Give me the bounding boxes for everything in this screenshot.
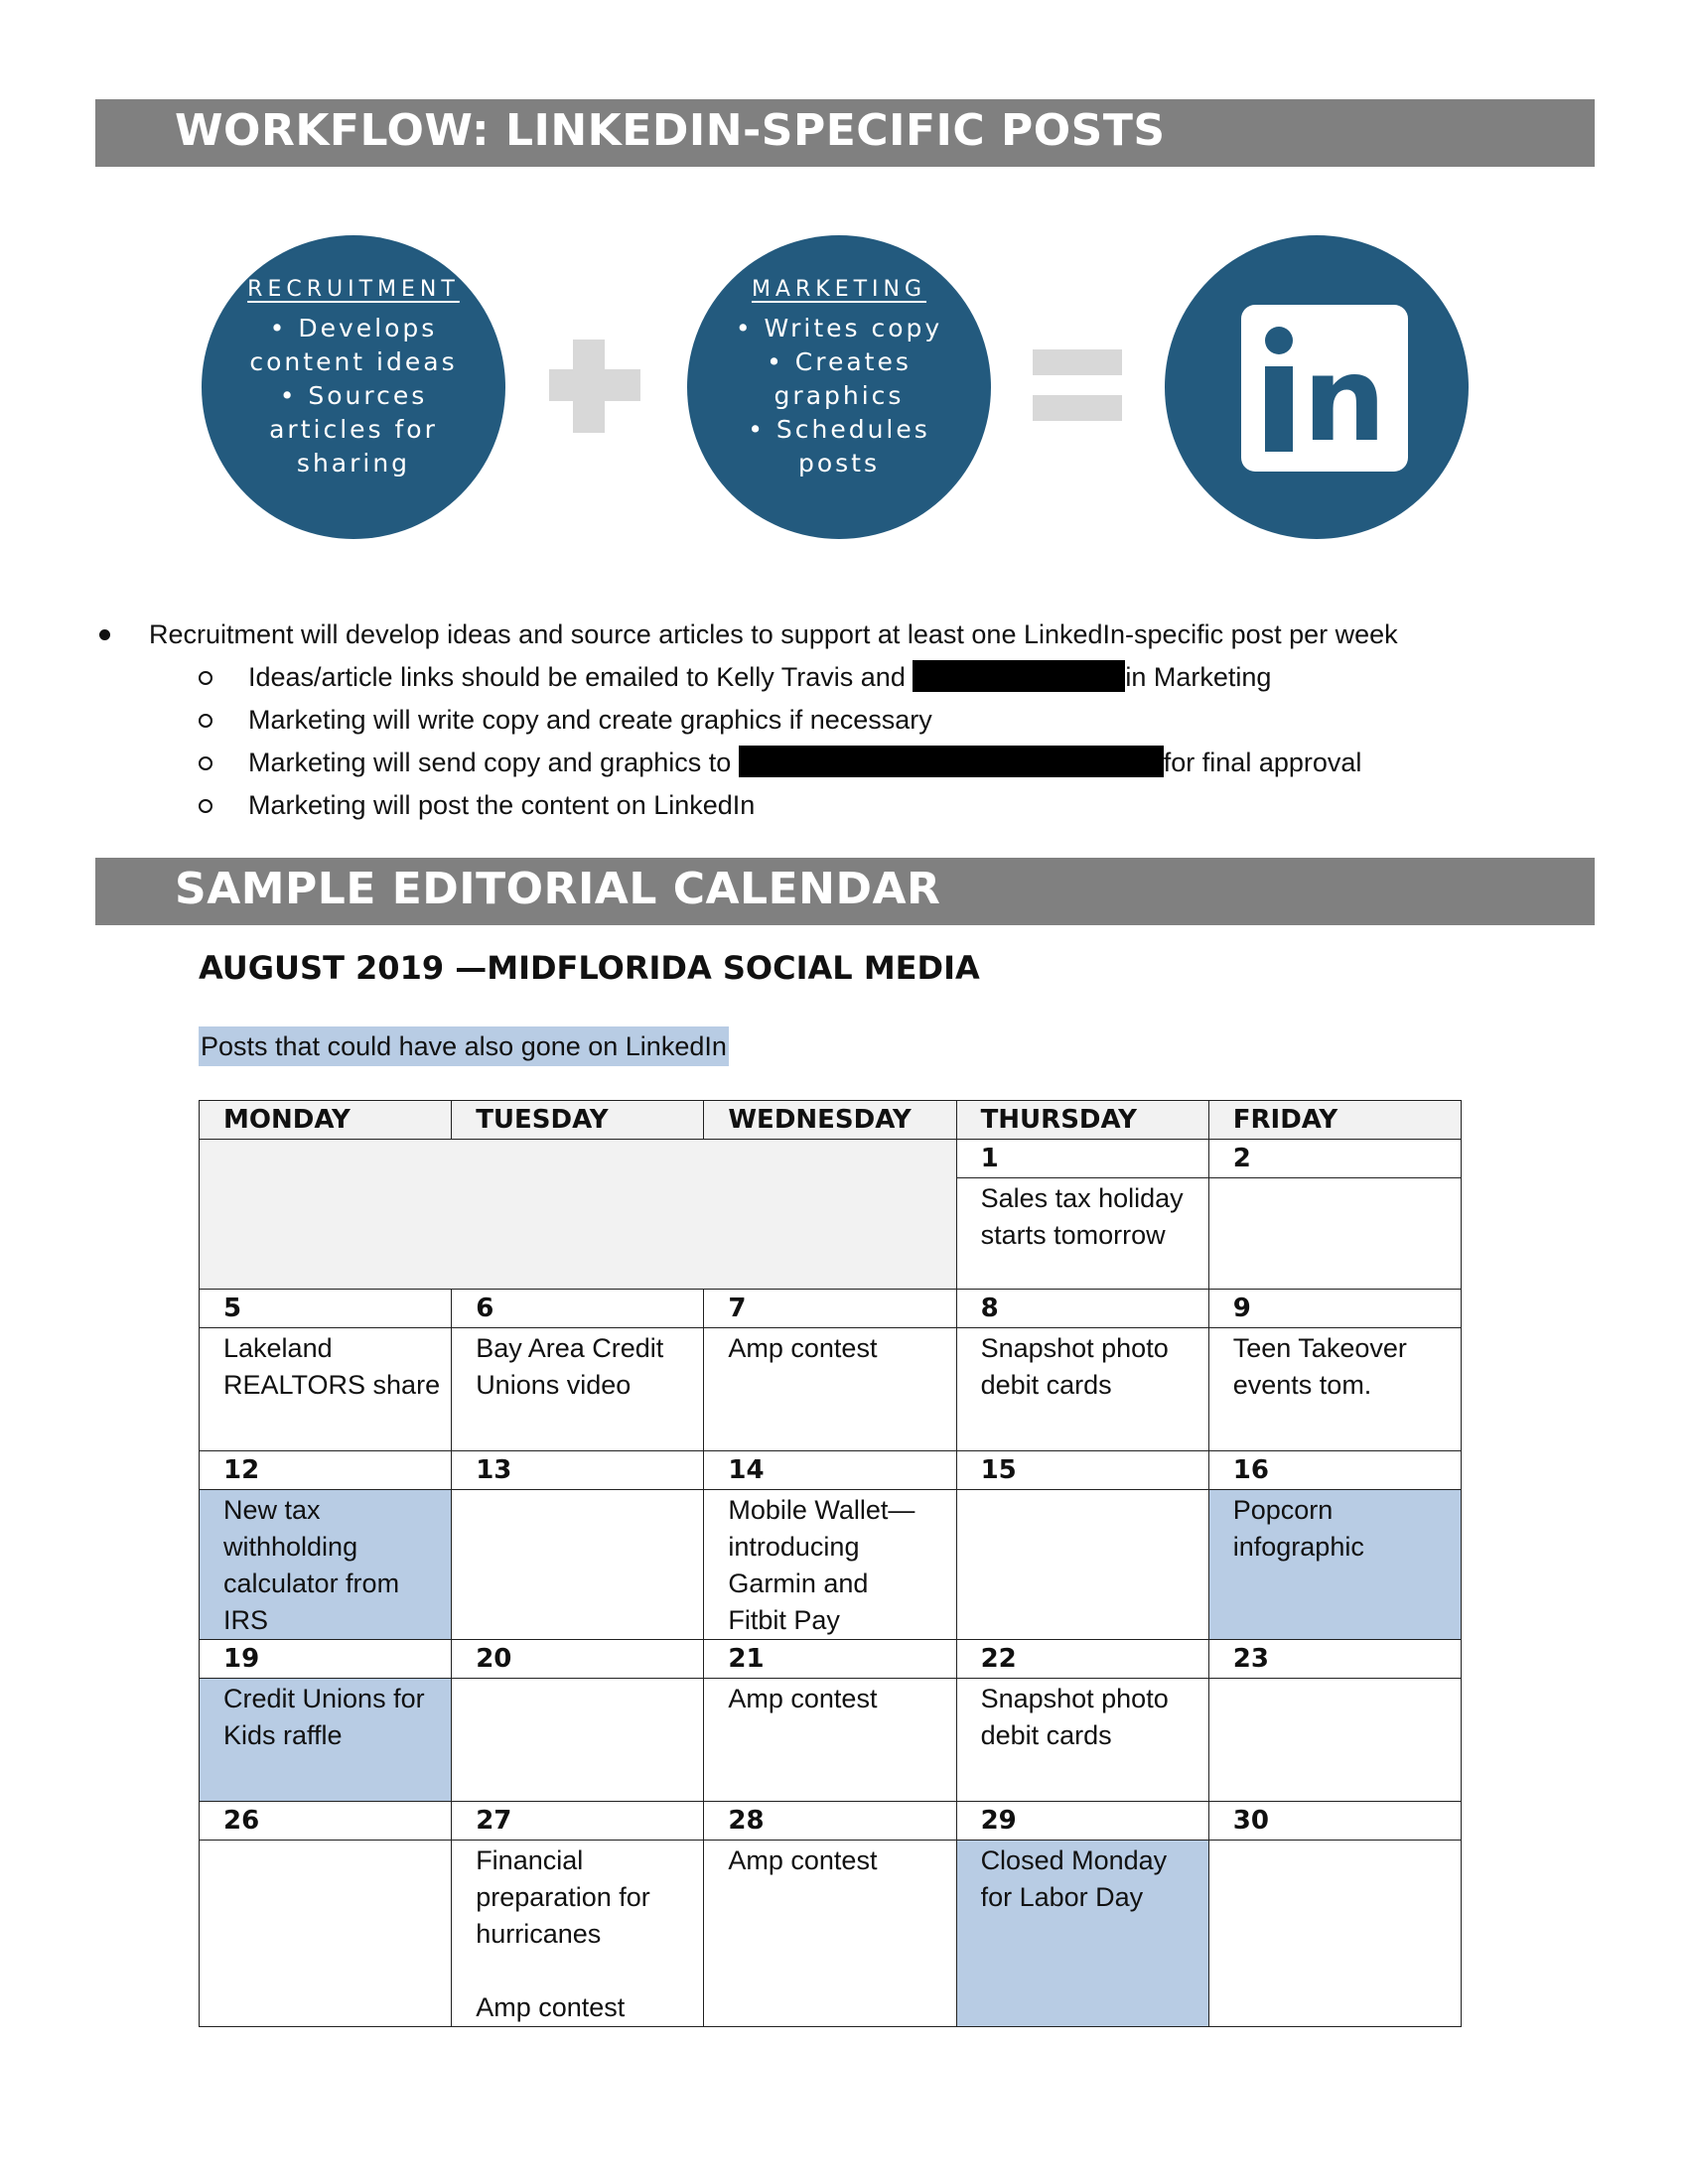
date-cell: 29 [956, 1802, 1208, 1841]
section-title-calendar: SAMPLE EDITORIAL CALENDAR [175, 864, 941, 914]
event-cell [956, 1679, 1208, 1802]
day-header: WEDNESDAY [704, 1101, 956, 1140]
equals-icon [1033, 395, 1122, 421]
event-text: Lakeland REALTORS share [223, 1333, 441, 1400]
plus-icon [549, 369, 640, 401]
event-cell-highlighted [1208, 1490, 1461, 1640]
event-cell [200, 1841, 452, 2027]
event-text: Amp contest [728, 1684, 878, 1713]
event-cell [1208, 1679, 1461, 1802]
empty-cell [200, 1140, 957, 1290]
day-header: THURSDAY [956, 1101, 1208, 1140]
day-header: TUESDAY [452, 1101, 704, 1140]
calendar-header-row [200, 1101, 1462, 1140]
calendar-week-5-events [200, 1841, 1462, 2027]
event-text: Mobile Wallet— introducing Garmin and Fitbit Pay [728, 1495, 915, 1635]
date-cell: 14 [704, 1451, 956, 1490]
marketing-item: • Writes copy [735, 314, 943, 342]
date-cell: 22 [956, 1640, 1208, 1679]
date-cell: 28 [704, 1802, 956, 1841]
event-text: Bay Area Credit Unions video [476, 1333, 664, 1400]
calendar-table [199, 1100, 1462, 2027]
event-cell [956, 1178, 1208, 1290]
event-cell [704, 1328, 956, 1451]
date-cell: 16 [1208, 1451, 1461, 1490]
date-cell: 30 [1208, 1802, 1461, 1841]
event-cell [956, 1328, 1208, 1451]
date-cell: 15 [956, 1451, 1208, 1490]
date-cell: 19 [200, 1640, 452, 1679]
bullet-circle [199, 671, 212, 685]
date-cell: 9 [1208, 1290, 1461, 1328]
event-text: Amp contest [728, 1845, 878, 1875]
bullet-dot [99, 629, 110, 640]
calendar-week-2-events [200, 1328, 1462, 1451]
linkedin-circle [1165, 235, 1469, 539]
bullet-sub-3-after: for final approval [1163, 748, 1362, 777]
linkedin-icon: n [1241, 305, 1408, 472]
marketing-item: • Schedules posts [748, 415, 930, 478]
calendar-week-4-events [200, 1679, 1462, 1802]
bullet-main: Recruitment will develop ideas and source articles to support at least one LinkedIn-specific post per week [149, 619, 1398, 649]
date-cell: 13 [452, 1451, 704, 1490]
event-cell [452, 1679, 704, 1802]
marketing-item: • Creates graphics [767, 347, 912, 410]
event-text: Financial preparation for hurricanes Amp contest [476, 1845, 650, 2022]
recruitment-title: RECRUITMENT [247, 277, 460, 302]
event-cell [1208, 1178, 1461, 1290]
date-cell: 20 [452, 1640, 704, 1679]
event-cell [1208, 1328, 1461, 1451]
event-cell-highlighted [200, 1490, 452, 1640]
date-cell: 1 [956, 1140, 1208, 1178]
marketing-title: MARKETING [751, 277, 927, 302]
calendar-week-5-numbers [200, 1802, 1462, 1841]
date-cell: 6 [452, 1290, 704, 1328]
event-cell [200, 1328, 452, 1451]
marketing-circle [687, 235, 991, 539]
equals-icon [1033, 349, 1122, 375]
calendar-week-3-numbers [200, 1451, 1462, 1490]
bullet-sub-4: Marketing will post the content on LinkedIn [248, 790, 756, 820]
redaction-bar [913, 660, 1125, 692]
event-text: Closed Monday for Labor Day [980, 1845, 1168, 1912]
calendar-week-3-events [200, 1490, 1462, 1640]
event-text: Snapshot photo debit cards [980, 1684, 1169, 1750]
section-banner-calendar [95, 858, 1595, 925]
date-cell: 12 [200, 1451, 452, 1490]
section-title-workflow: WORKFLOW: LINKEDIN-SPECIFIC POSTS [175, 105, 1166, 156]
date-cell: 21 [704, 1640, 956, 1679]
bullet-sub-3 [248, 742, 1361, 784]
calendar-title: AUGUST 2019 —MIDFLORIDA SOCIAL MEDIA [199, 949, 980, 987]
date-cell: 8 [956, 1290, 1208, 1328]
section-banner-workflow [95, 99, 1595, 167]
recruitment-item: • Develops content ideas [249, 314, 458, 376]
event-text: Credit Unions for Kids raffle [223, 1684, 425, 1750]
bullet-sub-1-before: Ideas/article links should be emailed to Kelly Travis and [248, 662, 906, 692]
date-cell: 5 [200, 1290, 452, 1328]
calendar-week-2-numbers [200, 1290, 1462, 1328]
bullet-sub-2: Marketing will write copy and create graphics if necessary [248, 705, 932, 735]
bullet-circle [199, 756, 212, 770]
event-cell [452, 1841, 704, 2027]
calendar-legend: Posts that could have also gone on LinkedIn [199, 1026, 729, 1066]
event-text: Sales tax holiday starts tomorrow [980, 1183, 1184, 1250]
bullet-circle [199, 799, 212, 813]
date-cell: 2 [1208, 1140, 1461, 1178]
date-cell: 7 [704, 1290, 956, 1328]
event-cell [704, 1841, 956, 2027]
redaction-bar [739, 746, 1164, 777]
event-text: Teen Takeover events tom. [1232, 1333, 1407, 1400]
event-cell-highlighted [200, 1679, 452, 1802]
date-cell: 23 [1208, 1640, 1461, 1679]
bullet-circle [199, 714, 212, 728]
bullet-sub-3-before: Marketing will send copy and graphics to [248, 748, 732, 777]
event-text: New tax withholding calculator from IRS [223, 1495, 400, 1635]
event-cell [1208, 1841, 1461, 2027]
event-text: Amp contest [728, 1333, 878, 1363]
date-cell: 27 [452, 1802, 704, 1841]
calendar-week-4-numbers [200, 1640, 1462, 1679]
date-cell: 26 [200, 1802, 452, 1841]
recruitment-item: • Sources articles for sharing [269, 381, 438, 478]
event-text: Popcorn infographic [1232, 1495, 1364, 1562]
day-header: MONDAY [200, 1101, 452, 1140]
event-cell [452, 1328, 704, 1451]
event-cell [956, 1490, 1208, 1640]
calendar-week-1-numbers [200, 1140, 1462, 1178]
event-cell [704, 1679, 956, 1802]
event-text: Snapshot photo debit cards [980, 1333, 1169, 1400]
day-header: FRIDAY [1208, 1101, 1461, 1140]
bullet-sub-1 [248, 656, 1271, 699]
bullet-sub-1-after: in Marketing [1125, 662, 1272, 692]
event-cell-highlighted [956, 1841, 1208, 2027]
event-cell [704, 1490, 956, 1640]
recruitment-circle [202, 235, 505, 539]
event-cell [452, 1490, 704, 1640]
